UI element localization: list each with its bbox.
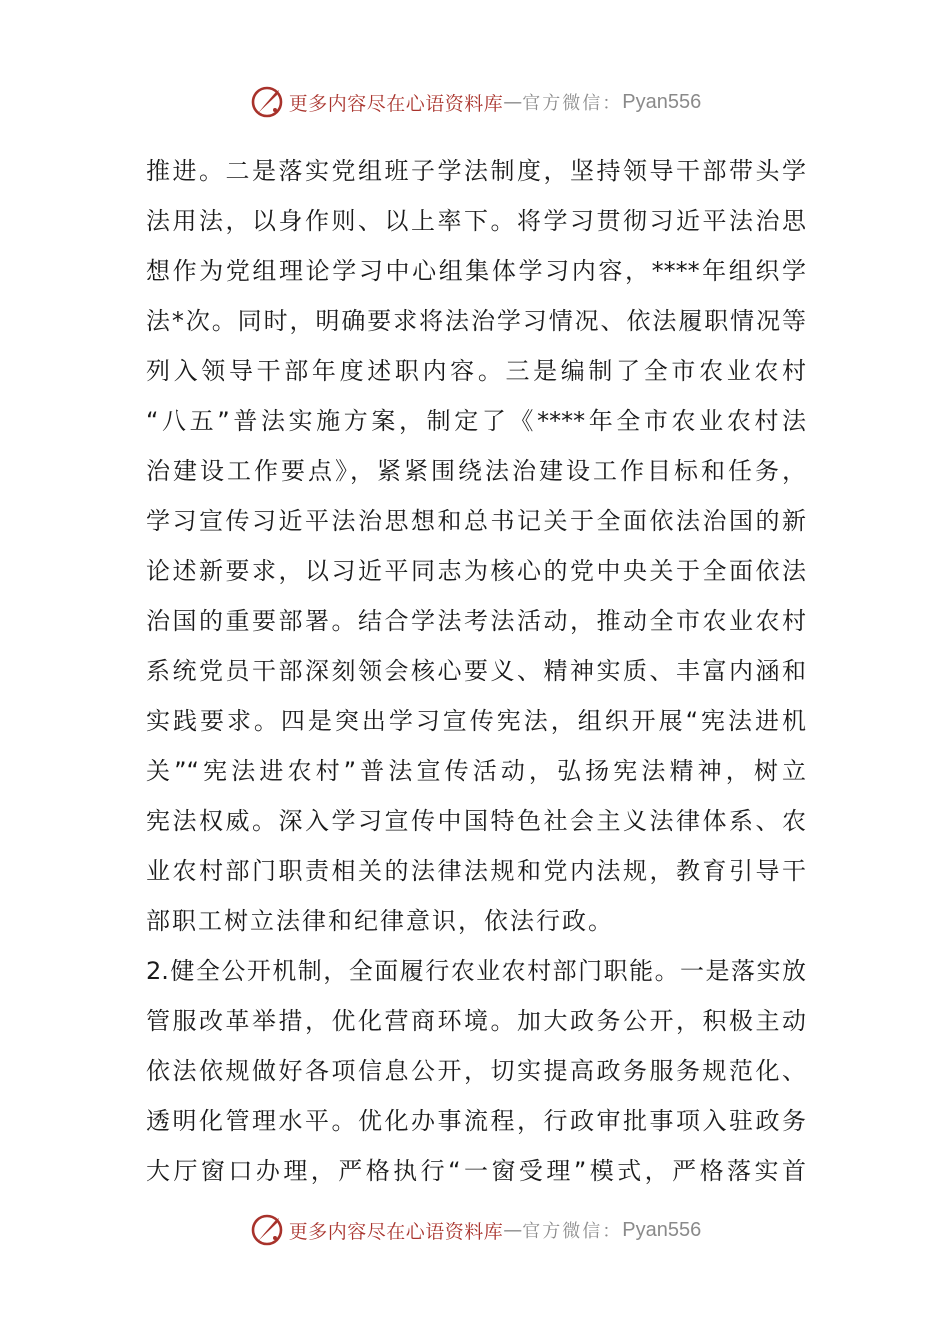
text-line-15: 业农村部门职责相关的法律法规和党内法规，教育引导干 — [146, 857, 806, 885]
header-brand-text: 更多内容尽在心语资料库 — [288, 92, 504, 115]
text-line-8: 学习宣传习近平法治思想和总书记关于全面依法治国的新 — [146, 507, 806, 535]
text-line-10: 治国的重要部署。结合学法考法活动，推动全市农业农村 — [146, 607, 806, 635]
footer-banner — [0, 1208, 950, 1252]
footer-wechat-id: Pyan556 — [622, 1218, 702, 1241]
text-line-11: 系统党员干部深刻领会核心要义、精神实质、丰富内涵和 — [146, 657, 806, 685]
text-line-5: 列入领导干部年度述职内容。三是编制了全市农业农村 — [146, 357, 806, 385]
text-line-9: 论述新要求，以习近平同志为核心的党中央关于全面依法 — [146, 557, 806, 585]
text-line-13: 关”“宪法进农村”普法宣传活动，弘扬宪法精神，树立 — [146, 757, 806, 785]
text-line-1: 推进。二是落实党组班子学法制度，坚持领导干部带头学 — [146, 157, 806, 185]
header-wechat-id: Pyan556 — [622, 90, 702, 113]
footer-wechat-label: 官方微信： — [522, 1221, 623, 1242]
quill-pen-circle-icon — [249, 1212, 285, 1248]
text-line-6: “八五”普法实施方案，制定了《****年全市农业农村法 — [146, 407, 806, 435]
footer-brand-text: 更多内容尽在心语资料库 — [288, 1220, 504, 1243]
text-line-18: 管服改革举措，优化营商环境。加大政务公开，积极主动 — [146, 1007, 806, 1035]
text-line-17: 2.健全公开机制，全面履行农业农村部门职能。一是落实放 — [146, 957, 806, 985]
header-wechat-label: 官方微信： — [522, 93, 623, 114]
text-line-19: 依法依规做好各项信息公开，切实提高政务服务规范化、 — [146, 1057, 806, 1085]
footer-separator: — — [503, 1219, 523, 1241]
text-line-20: 透明化管理水平。优化办事流程，行政审批事项入驻政务 — [146, 1107, 806, 1135]
text-line-16: 部职工树立法律和纪律意识，依法行政。 — [146, 907, 614, 935]
text-line-7: 治建设工作要点》，紧紧围绕法治建设工作目标和任务， — [146, 457, 806, 485]
header-banner — [0, 80, 950, 124]
text-line-21: 大厅窗口办理，严格执行“一窗受理”模式，严格落实首 — [146, 1157, 806, 1185]
header-separator: — — [503, 91, 523, 113]
quill-pen-circle-icon — [249, 84, 285, 120]
text-line-12: 实践要求。四是突出学习宣传宪法，组织开展“宪法进机 — [146, 707, 806, 735]
text-line-4: 法*次。同时，明确要求将法治学习情况、依法履职情况等 — [146, 307, 806, 335]
document-body — [146, 146, 806, 1196]
text-line-14: 宪法权威。深入学习宣传中国特色社会主义法律体系、农 — [146, 807, 806, 835]
text-line-3: 想作为党组理论学习中心组集体学习内容，****年组织学 — [146, 257, 806, 285]
text-line-2: 法用法，以身作则、以上率下。将学习贯彻习近平法治思 — [146, 207, 806, 235]
